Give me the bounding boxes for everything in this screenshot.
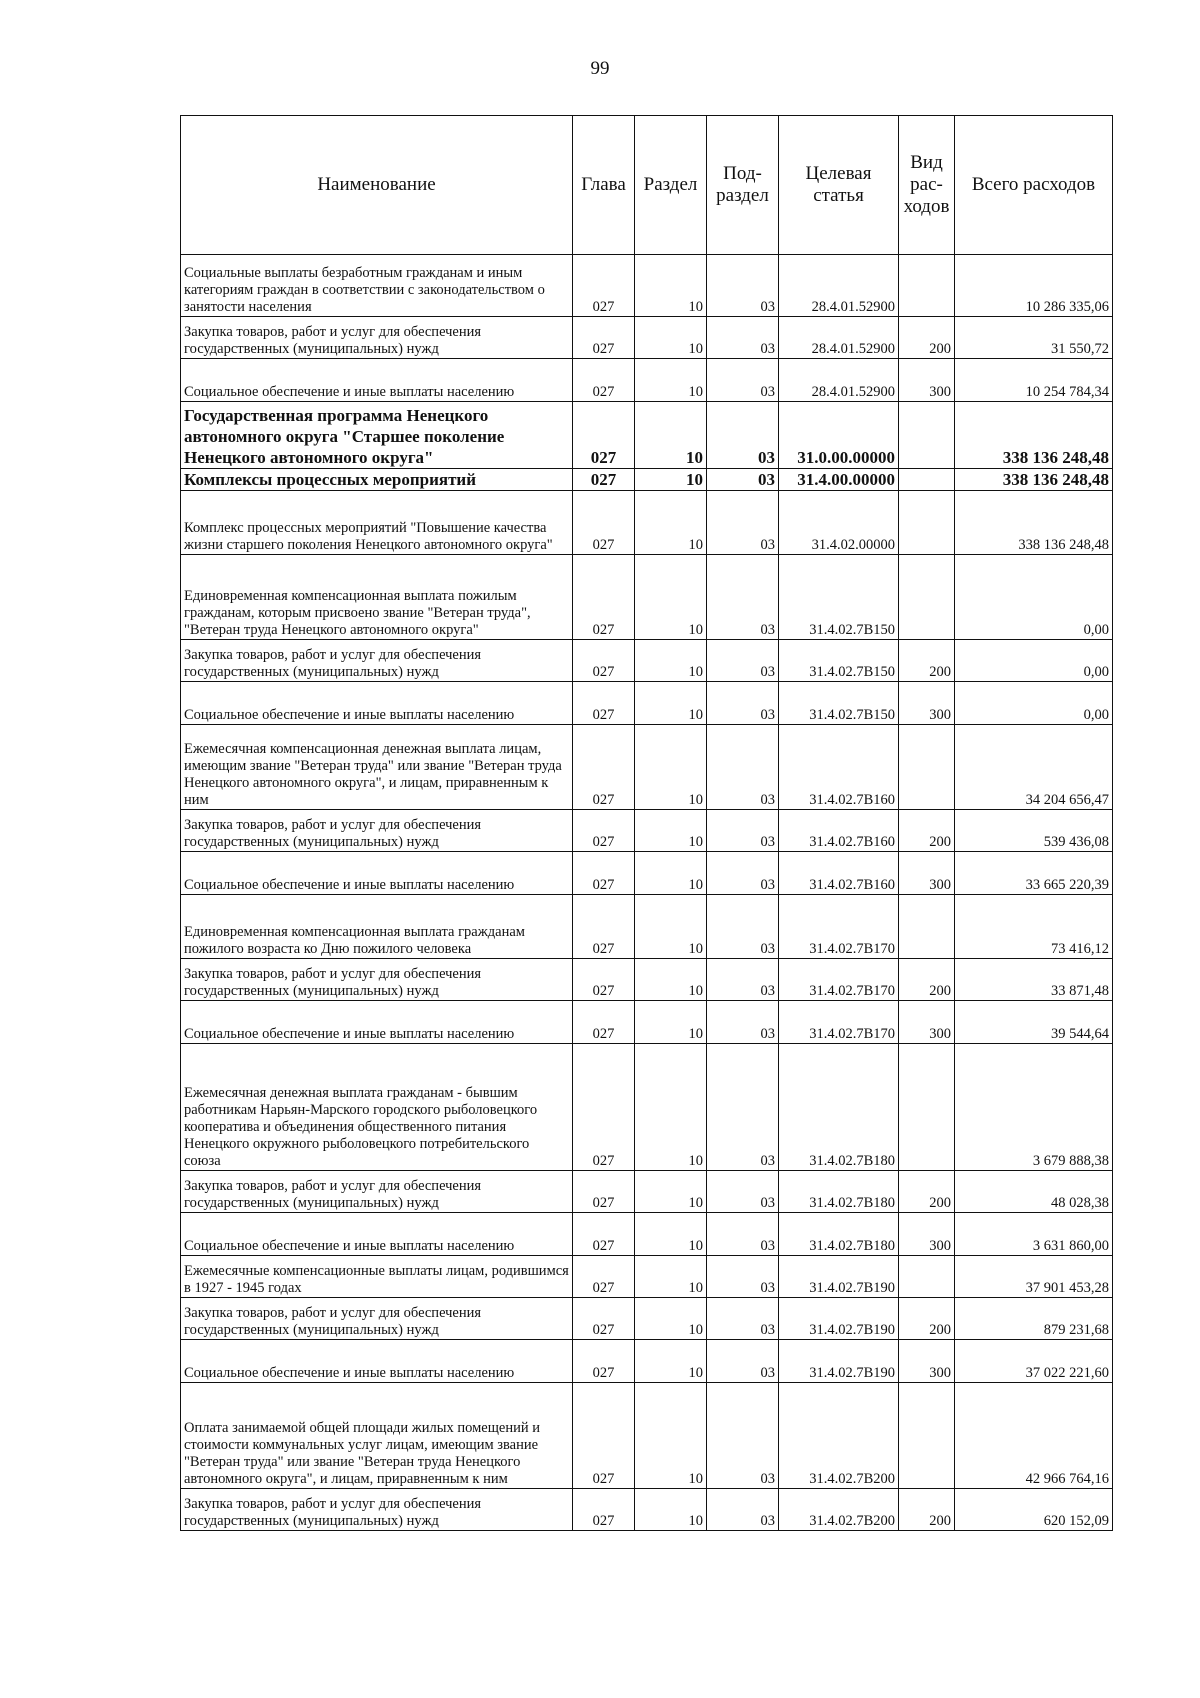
cell-subsection: 03 <box>707 1489 779 1531</box>
cell-total: 620 152,09 <box>955 1489 1113 1531</box>
table-row <box>181 1489 1113 1531</box>
cell-name: Социальное обеспечение и иные выплаты населению <box>181 852 573 895</box>
cell-type: 300 <box>899 1001 955 1044</box>
cell-total: 10 254 784,34 <box>955 359 1113 402</box>
cell-name: Ежемесячная компенсационная денежная выплата лицам, имеющим звание "Ветеран труда" или звание "Ветеран труда Ненецкого автономного округа", и лицам, приравненным к ним <box>181 725 573 810</box>
table-row <box>181 1044 1113 1171</box>
cell-total: 338 136 248,48 <box>955 469 1113 491</box>
cell-target: 28.4.01.52900 <box>779 359 899 402</box>
cell-total: 37 901 453,28 <box>955 1256 1113 1298</box>
cell-total: 42 966 764,16 <box>955 1383 1113 1489</box>
cell-type: 200 <box>899 1171 955 1213</box>
cell-total: 34 204 656,47 <box>955 725 1113 810</box>
cell-chapter: 027 <box>573 402 635 469</box>
cell-section: 10 <box>635 959 707 1001</box>
cell-section: 10 <box>635 1001 707 1044</box>
table-row <box>181 1298 1113 1340</box>
cell-type <box>899 255 955 317</box>
table-row <box>181 852 1113 895</box>
header-section: Раздел <box>635 116 707 255</box>
cell-section: 10 <box>635 359 707 402</box>
cell-total: 10 286 335,06 <box>955 255 1113 317</box>
table-row <box>181 1383 1113 1489</box>
cell-type <box>899 1383 955 1489</box>
cell-name: Оплата занимаемой общей площади жилых помещений и стоимости коммунальных услуг лицам, имеющим звание "Ветеран труда" или звание "Ветеран труда Ненецкого автономного округа", и лицам, приравненным к ним <box>181 1383 573 1489</box>
table-row <box>181 469 1113 491</box>
cell-chapter: 027 <box>573 1256 635 1298</box>
cell-name: Закупка товаров, работ и услуг для обеспечения государственных (муниципальных) нужд <box>181 1171 573 1213</box>
page-number: 99 <box>590 58 610 79</box>
cell-section: 10 <box>635 682 707 725</box>
cell-chapter: 027 <box>573 317 635 359</box>
cell-name: Закупка товаров, работ и услуг для обеспечения государственных (муниципальных) нужд <box>181 317 573 359</box>
table-row <box>181 640 1113 682</box>
cell-section: 10 <box>635 640 707 682</box>
cell-type <box>899 895 955 959</box>
cell-section: 10 <box>635 852 707 895</box>
cell-chapter: 027 <box>573 959 635 1001</box>
cell-subsection: 03 <box>707 852 779 895</box>
cell-chapter: 027 <box>573 895 635 959</box>
table-row <box>181 810 1113 852</box>
cell-type: 200 <box>899 640 955 682</box>
cell-subsection: 03 <box>707 1171 779 1213</box>
table-row <box>181 959 1113 1001</box>
cell-section: 10 <box>635 725 707 810</box>
cell-target: 31.4.02.7В170 <box>779 895 899 959</box>
cell-name: Закупка товаров, работ и услуг для обеспечения государственных (муниципальных) нужд <box>181 810 573 852</box>
cell-name: Социальное обеспечение и иные выплаты населению <box>181 1213 573 1256</box>
cell-section: 10 <box>635 895 707 959</box>
cell-subsection: 03 <box>707 402 779 469</box>
table-row <box>181 1001 1113 1044</box>
cell-chapter: 027 <box>573 359 635 402</box>
cell-subsection: 03 <box>707 1383 779 1489</box>
cell-total: 33 871,48 <box>955 959 1113 1001</box>
cell-section: 10 <box>635 469 707 491</box>
cell-type <box>899 725 955 810</box>
cell-section: 10 <box>635 1213 707 1256</box>
cell-total: 539 436,08 <box>955 810 1113 852</box>
cell-subsection: 03 <box>707 255 779 317</box>
cell-subsection: 03 <box>707 1001 779 1044</box>
cell-target: 31.4.02.7В180 <box>779 1044 899 1171</box>
cell-target: 31.4.02.7В170 <box>779 959 899 1001</box>
table-row <box>181 555 1113 640</box>
cell-target: 31.4.02.7В180 <box>779 1213 899 1256</box>
cell-target: 31.4.02.7В150 <box>779 682 899 725</box>
cell-subsection: 03 <box>707 555 779 640</box>
cell-name: Ежемесячная денежная выплата гражданам - бывшим работникам Нарьян-Марского городского рыболовецкого кооператива и объединения общественного питания Ненецкого окружного рыболовецкого потребительского союза <box>181 1044 573 1171</box>
cell-section: 10 <box>635 317 707 359</box>
cell-type: 300 <box>899 682 955 725</box>
cell-chapter: 027 <box>573 469 635 491</box>
cell-subsection: 03 <box>707 1256 779 1298</box>
cell-type: 300 <box>899 1340 955 1383</box>
cell-target: 31.4.02.7В190 <box>779 1256 899 1298</box>
cell-chapter: 027 <box>573 1340 635 1383</box>
cell-total: 73 416,12 <box>955 895 1113 959</box>
cell-total: 879 231,68 <box>955 1298 1113 1340</box>
cell-target: 31.4.02.7В170 <box>779 1001 899 1044</box>
cell-name: Закупка товаров, работ и услуг для обеспечения государственных (муниципальных) нужд <box>181 640 573 682</box>
cell-total: 39 544,64 <box>955 1001 1113 1044</box>
cell-name: Социальные выплаты безработным гражданам и иным категориям граждан в соответствии с законодательством о занятости населения <box>181 255 573 317</box>
cell-type: 300 <box>899 852 955 895</box>
cell-subsection: 03 <box>707 491 779 555</box>
table-row <box>181 491 1113 555</box>
cell-chapter: 027 <box>573 1298 635 1340</box>
cell-subsection: 03 <box>707 895 779 959</box>
cell-type <box>899 402 955 469</box>
table-row <box>181 255 1113 317</box>
cell-type: 300 <box>899 1213 955 1256</box>
cell-chapter: 027 <box>573 1383 635 1489</box>
cell-chapter: 027 <box>573 1044 635 1171</box>
cell-section: 10 <box>635 1383 707 1489</box>
table-body <box>181 255 1113 1531</box>
header-total: Всего расходов <box>955 116 1113 255</box>
cell-target: 28.4.01.52900 <box>779 317 899 359</box>
cell-type <box>899 491 955 555</box>
cell-target: 31.4.02.00000 <box>779 491 899 555</box>
cell-chapter: 027 <box>573 725 635 810</box>
cell-name: Комплекс процессных мероприятий "Повышение качества жизни старшего поколения Ненецкого автономного округа" <box>181 491 573 555</box>
cell-total: 48 028,38 <box>955 1171 1113 1213</box>
table-row <box>181 1340 1113 1383</box>
budget-table <box>180 115 1113 1531</box>
cell-subsection: 03 <box>707 1298 779 1340</box>
cell-subsection: 03 <box>707 725 779 810</box>
cell-name: Единовременная компенсационная выплата пожилым гражданам, которым присвоено звание "Ветеран труда", "Ветеран труда Ненецкого автономного округа" <box>181 555 573 640</box>
cell-chapter: 027 <box>573 1213 635 1256</box>
cell-subsection: 03 <box>707 959 779 1001</box>
cell-chapter: 027 <box>573 1171 635 1213</box>
cell-type <box>899 469 955 491</box>
cell-subsection: 03 <box>707 1213 779 1256</box>
table-row <box>181 317 1113 359</box>
cell-chapter: 027 <box>573 682 635 725</box>
cell-type: 200 <box>899 317 955 359</box>
cell-chapter: 027 <box>573 1489 635 1531</box>
cell-type <box>899 1256 955 1298</box>
cell-section: 10 <box>635 555 707 640</box>
cell-name: Социальное обеспечение и иные выплаты населению <box>181 1340 573 1383</box>
cell-target: 31.4.02.7В160 <box>779 725 899 810</box>
table-row <box>181 895 1113 959</box>
cell-target: 31.4.02.7В190 <box>779 1340 899 1383</box>
header-name: Наименование <box>181 116 573 255</box>
cell-total: 37 022 221,60 <box>955 1340 1113 1383</box>
cell-total: 0,00 <box>955 640 1113 682</box>
table-header-row <box>181 116 1113 255</box>
cell-subsection: 03 <box>707 317 779 359</box>
cell-section: 10 <box>635 810 707 852</box>
cell-type: 200 <box>899 959 955 1001</box>
cell-total: 338 136 248,48 <box>955 491 1113 555</box>
cell-chapter: 027 <box>573 255 635 317</box>
cell-type: 200 <box>899 810 955 852</box>
cell-section: 10 <box>635 1256 707 1298</box>
cell-type <box>899 1044 955 1171</box>
cell-name: Социальное обеспечение и иные выплаты населению <box>181 1001 573 1044</box>
cell-total: 0,00 <box>955 555 1113 640</box>
cell-type: 200 <box>899 1298 955 1340</box>
cell-total: 0,00 <box>955 682 1113 725</box>
cell-target: 31.4.02.7В150 <box>779 555 899 640</box>
header-subsection: Под- раздел <box>707 116 779 255</box>
header-chapter: Глава <box>573 116 635 255</box>
cell-subsection: 03 <box>707 682 779 725</box>
cell-total: 3 679 888,38 <box>955 1044 1113 1171</box>
table-row <box>181 1256 1113 1298</box>
cell-section: 10 <box>635 402 707 469</box>
cell-type <box>899 555 955 640</box>
cell-section: 10 <box>635 1298 707 1340</box>
table-row <box>181 402 1113 469</box>
cell-section: 10 <box>635 1489 707 1531</box>
cell-name: Ежемесячные компенсационные выплаты лицам, родившимся в 1927 - 1945 годах <box>181 1256 573 1298</box>
cell-name: Закупка товаров, работ и услуг для обеспечения государственных (муниципальных) нужд <box>181 1298 573 1340</box>
cell-total: 3 631 860,00 <box>955 1213 1113 1256</box>
table-row <box>181 1171 1113 1213</box>
cell-target: 31.4.02.7В160 <box>779 852 899 895</box>
cell-section: 10 <box>635 491 707 555</box>
cell-target: 28.4.01.52900 <box>779 255 899 317</box>
cell-section: 10 <box>635 255 707 317</box>
table-row <box>181 359 1113 402</box>
cell-total: 33 665 220,39 <box>955 852 1113 895</box>
header-target: Целевая статья <box>779 116 899 255</box>
cell-chapter: 027 <box>573 1001 635 1044</box>
cell-section: 10 <box>635 1171 707 1213</box>
cell-chapter: 027 <box>573 491 635 555</box>
cell-target: 31.4.02.7В180 <box>779 1171 899 1213</box>
cell-target: 31.4.02.7В190 <box>779 1298 899 1340</box>
cell-name: Единовременная компенсационная выплата гражданам пожилого возраста ко Дню пожилого человека <box>181 895 573 959</box>
cell-target: 31.4.02.7В150 <box>779 640 899 682</box>
cell-subsection: 03 <box>707 359 779 402</box>
table-row <box>181 1213 1113 1256</box>
cell-name: Государственная программа Ненецкого автономного округа "Старшее поколение Ненецкого автономного округа" <box>181 402 573 469</box>
header-type: Вид рас- ходов <box>899 116 955 255</box>
table-row <box>181 725 1113 810</box>
cell-target: 31.4.02.7В200 <box>779 1383 899 1489</box>
cell-total: 338 136 248,48 <box>955 402 1113 469</box>
cell-target: 31.4.00.00000 <box>779 469 899 491</box>
cell-chapter: 027 <box>573 555 635 640</box>
cell-target: 31.4.02.7В160 <box>779 810 899 852</box>
cell-subsection: 03 <box>707 810 779 852</box>
cell-target: 31.4.02.7В200 <box>779 1489 899 1531</box>
cell-type: 200 <box>899 1489 955 1531</box>
cell-name: Закупка товаров, работ и услуг для обеспечения государственных (муниципальных) нужд <box>181 1489 573 1531</box>
cell-chapter: 027 <box>573 852 635 895</box>
cell-target: 31.0.00.00000 <box>779 402 899 469</box>
cell-chapter: 027 <box>573 810 635 852</box>
cell-name: Закупка товаров, работ и услуг для обеспечения государственных (муниципальных) нужд <box>181 959 573 1001</box>
cell-subsection: 03 <box>707 1044 779 1171</box>
cell-name: Комплексы процессных мероприятий <box>181 469 573 491</box>
cell-subsection: 03 <box>707 1340 779 1383</box>
cell-type: 300 <box>899 359 955 402</box>
cell-name: Социальное обеспечение и иные выплаты населению <box>181 359 573 402</box>
cell-section: 10 <box>635 1044 707 1171</box>
table-row <box>181 682 1113 725</box>
cell-name: Социальное обеспечение и иные выплаты населению <box>181 682 573 725</box>
cell-section: 10 <box>635 1340 707 1383</box>
cell-subsection: 03 <box>707 640 779 682</box>
cell-subsection: 03 <box>707 469 779 491</box>
cell-total: 31 550,72 <box>955 317 1113 359</box>
cell-chapter: 027 <box>573 640 635 682</box>
